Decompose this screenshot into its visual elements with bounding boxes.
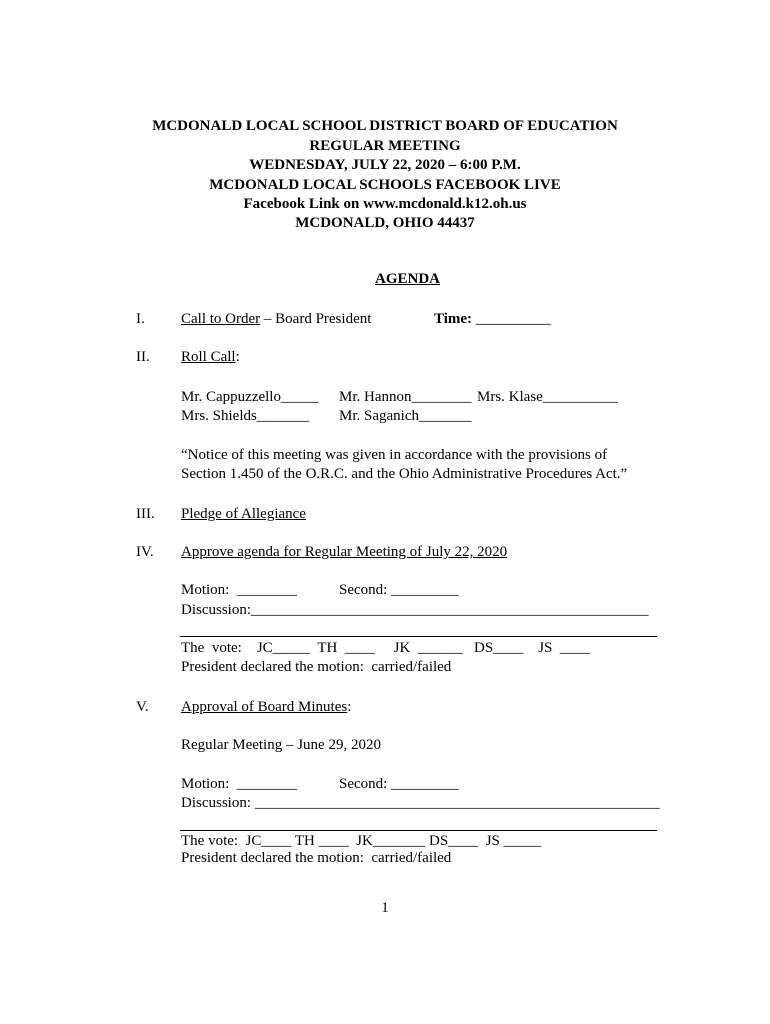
item-iv-numeral: IV.	[136, 544, 154, 560]
agenda-title: AGENDA	[374, 271, 440, 287]
header-meeting-date: WEDNESDAY, JULY 22, 2020 – 6:00 P.M.	[249, 157, 521, 173]
roll-saganich: Mr. Saganich_______	[339, 408, 472, 424]
item-iv-motion: Motion: ________	[181, 582, 297, 598]
page-number: 1	[381, 900, 389, 916]
item-v-numeral: V.	[136, 699, 149, 715]
item-iv-vote: The vote: JC_____ TH ____ JK ______ DS____ JS ____	[181, 640, 590, 656]
item-v-discussion-rule	[180, 830, 657, 831]
item-v-line	[181, 698, 351, 717]
header-district-name: MCDONALD LOCAL SCHOOL DISTRICT BOARD OF EDUCATION	[152, 118, 618, 134]
roll-hannon: Mr. Hannon________	[339, 389, 472, 405]
notice-line-1: “Notice of this meeting was given in accordance with the provisions of	[181, 447, 608, 463]
item-iv-declared: President declared the motion: carried/failed	[181, 659, 452, 675]
header-location: MCDONALD, OHIO 44437	[295, 215, 475, 231]
item-v-sub: Regular Meeting – June 29, 2020	[181, 737, 381, 753]
header-facebook-link: Facebook Link on www.mcdonald.k12.oh.us	[243, 196, 527, 212]
item-iii-title: Pledge of Allegiance	[181, 506, 306, 522]
item-v-motion: Motion: ________	[181, 776, 297, 792]
item-ii-title: Roll Call	[181, 349, 236, 365]
header-venue: MCDONALD LOCAL SCHOOLS FACEBOOK LIVE	[209, 177, 561, 193]
item-ii-line	[181, 348, 240, 367]
item-v-discussion: Discussion: ______________________________________________________	[181, 795, 660, 811]
item-i-line	[181, 310, 371, 329]
item-v-colon: :	[347, 699, 352, 715]
item-v-title: Approval of Board Minutes	[181, 699, 348, 715]
item-i-time-label: Time:	[434, 311, 473, 327]
item-iii-numeral: III.	[136, 506, 155, 522]
item-ii-colon: :	[235, 349, 240, 365]
roll-klase: Mrs. Klase__________	[477, 389, 618, 405]
item-iv-title: Approve agenda for Regular Meeting of July 22, 2020	[181, 544, 508, 560]
item-i-numeral: I.	[136, 311, 145, 327]
item-ii-numeral: II.	[136, 349, 150, 365]
item-i-title: Call to Order	[181, 311, 261, 327]
header-meeting-type: REGULAR MEETING	[309, 138, 461, 154]
item-iv-discussion: Discussion:_____________________________________________________	[181, 602, 649, 618]
notice-line-2: Section 1.450 of the O.R.C. and the Ohio Administrative Procedures Act.”	[181, 466, 628, 482]
roll-shields: Mrs. Shields_______	[181, 408, 310, 424]
item-iv-discussion-rule	[180, 636, 657, 637]
item-i-rest: – Board President	[260, 311, 372, 327]
item-v-second: Second: _________	[339, 776, 459, 792]
item-i-time	[434, 310, 551, 329]
item-v-vote: The vote: JC____ TH ____ JK_______ DS____ JS _____	[181, 833, 542, 849]
roll-cappuzzello: Mr. Cappuzzello_____	[181, 389, 319, 405]
item-i-time-blank: __________	[472, 311, 551, 327]
item-v-declared: President declared the motion: carried/failed	[181, 850, 452, 866]
item-iv-second: Second: _________	[339, 582, 459, 598]
